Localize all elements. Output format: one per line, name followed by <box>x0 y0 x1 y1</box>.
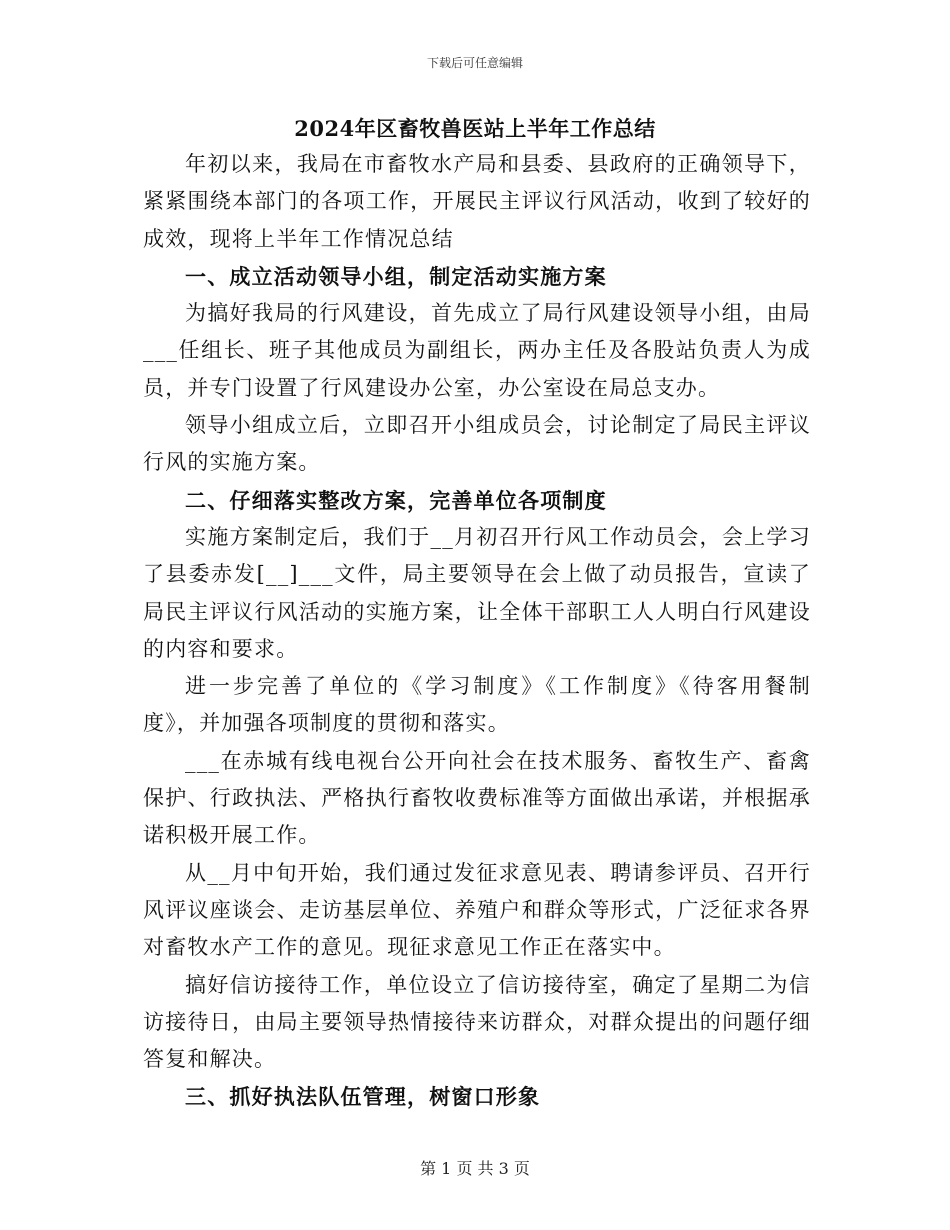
paragraph: 为搞好我局的行风建设，首先成立了局行风建设领导小组，由局___任组长、班子其他成员为副组长，两办主任及各股站负责人为成员，并专门设置了行风建设办公室，办公室设在局总支办。 <box>143 301 811 400</box>
paragraph-intro: 年初以来，我局在市畜牧水产局和县委、县政府的正确领导下，紧紧围绕本部门的各项工作，开展民主评议行风活动，收到了较好的成效，现将上半年工作情况总结 <box>143 152 811 251</box>
section-heading-1: 一、成立活动领导小组，制定活动实施方案 <box>185 263 607 289</box>
document-body <box>143 146 811 1116</box>
header-note: 下载后可任意编辑 <box>426 56 523 70</box>
paragraph: 领导小组成立后，立即召开小组成员会，讨论制定了局民主评议行风的实施方案。 <box>143 413 811 475</box>
page-number: 第 1 页 共 3 页 <box>420 1159 530 1178</box>
document-title: 2024年区畜牧兽医站上半年工作总结 <box>294 116 656 141</box>
paragraph: ___在赤城有线电视台公开向社会在技术服务、畜牧生产、畜禽保护、行政执法、严格执行畜牧收费标准等方面做出承诺，并根据承诺积极开展工作。 <box>143 748 811 848</box>
section-heading-3: 三、抓好执法队伍管理，树窗口形象 <box>185 1084 541 1110</box>
paragraph: 实施方案制定后，我们于__月初召开行风工作动员会，会上学习了县委赤发[__]___文件，局主要领导在会上做了动员报告，宣读了局民主评议行风活动的实施方案，让全体干部职工人人明白行风建设的内容和要求。 <box>143 524 811 661</box>
section-heading-2: 二、仔细落实整改方案，完善单位各项制度 <box>185 487 607 513</box>
paragraph: 搞好信访接待工作，单位设立了信访接待室，确定了星期二为信访接待日，由局主要领导热情接待来访群众，对群众提出的问题仔细答复和解决。 <box>143 972 811 1072</box>
paragraph: 从__月中旬开始，我们通过发征求意见表、聘请参评员、召开行风评议座谈会、走访基层单位、养殖户和群众等形式，广泛征求各界对畜牧水产工作的意见。现征求意见工作正在落实中。 <box>143 860 811 960</box>
paragraph: 进一步完善了单位的《学习制度》《工作制度》《待客用餐制度》，并加强各项制度的贯彻和落实。 <box>143 674 811 736</box>
